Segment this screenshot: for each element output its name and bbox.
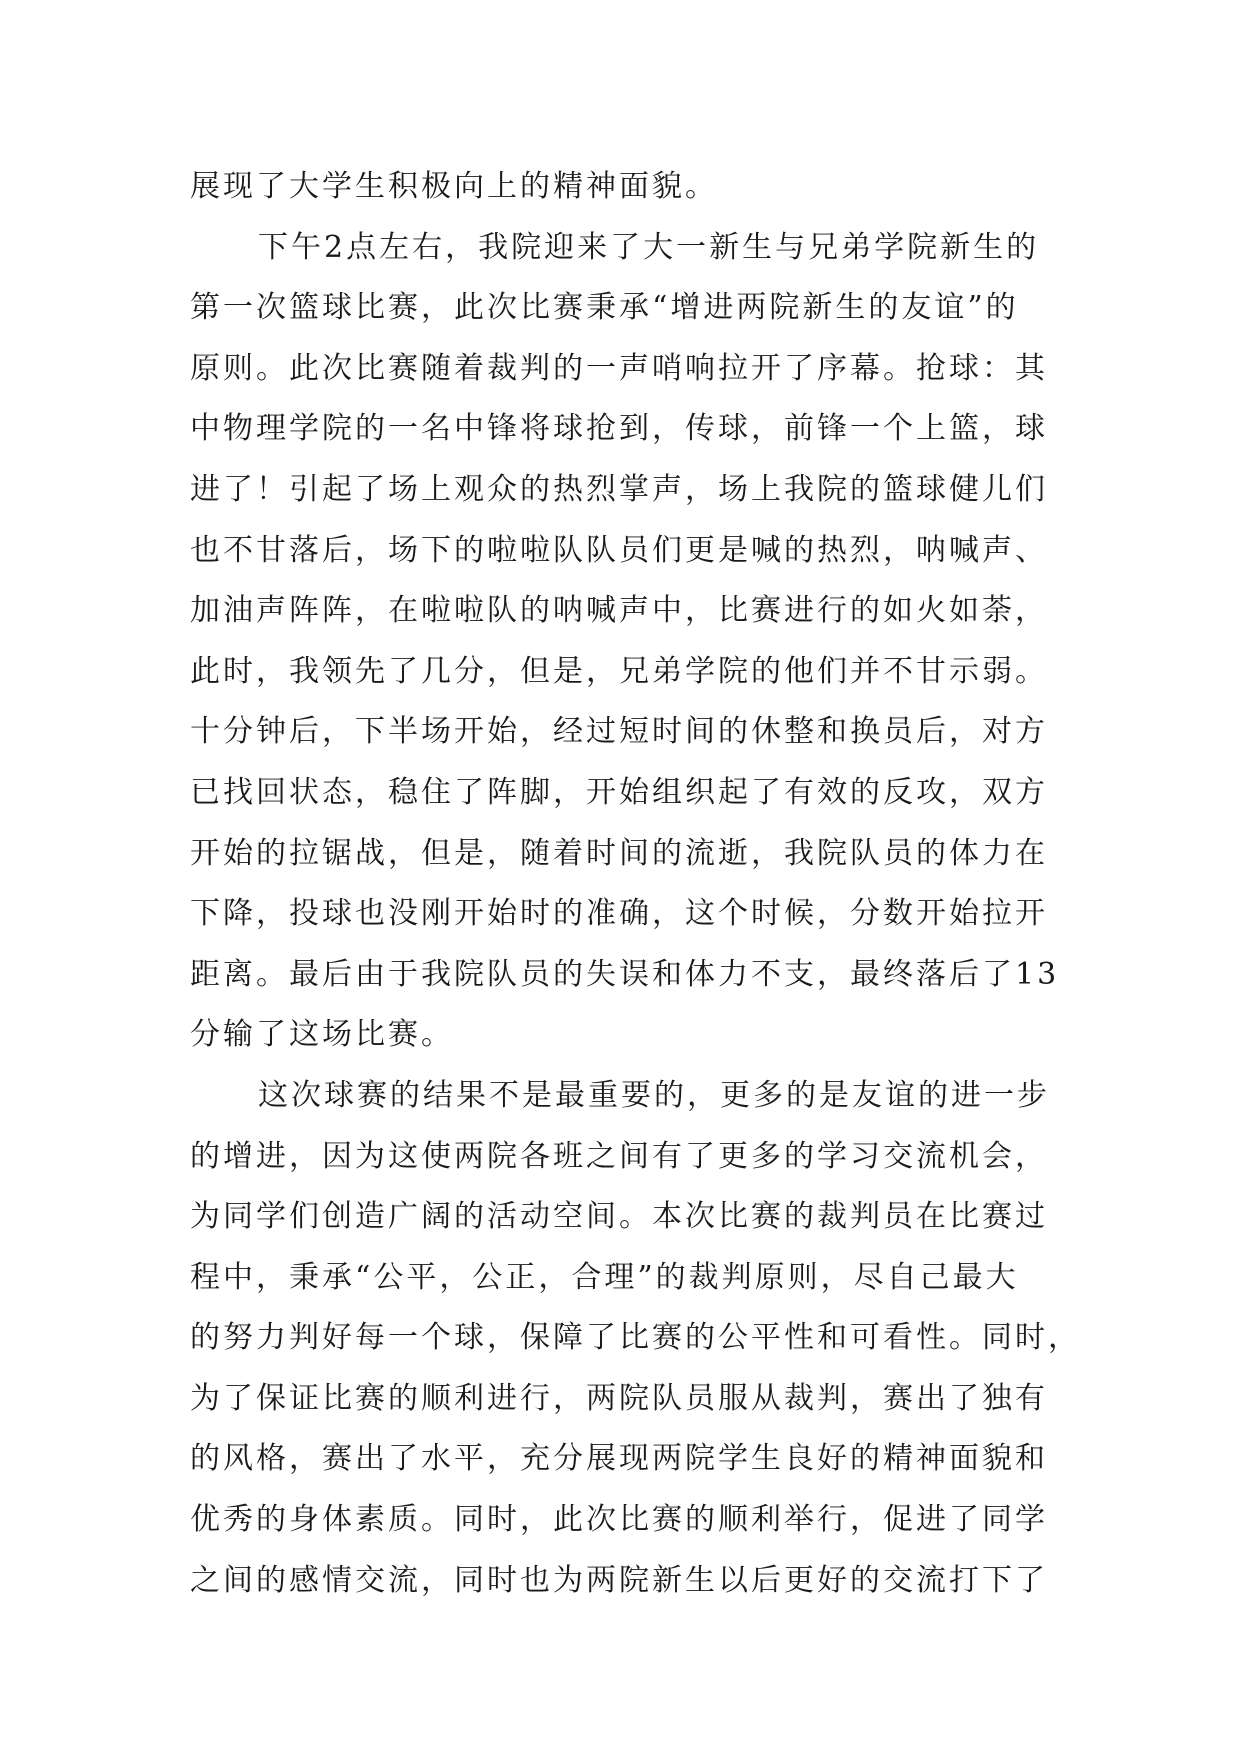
- paragraph: [190, 1066, 1081, 1611]
- text-line: 这次球赛的结果不是最重要的，更多的是友谊的进一步: [258, 1077, 1050, 1113]
- text-line: 下午2点左右，我院迎来了大一新生与兄弟学院新生的: [258, 229, 1040, 265]
- text-line: 十分钟后，下半场开始，经过短时间的休整和换员后，对方: [190, 714, 1048, 750]
- text-line: 的努力判好每一个球，保障了比赛的公平性和可看性。同时，: [190, 1320, 1081, 1356]
- text-line: 加油声阵阵，在啦啦队的呐喊声中，比赛进行的如火如荼，: [190, 593, 1048, 629]
- text-line: 下降，投球也没刚开始时的准确，这个时候，分数开始拉开: [190, 896, 1048, 932]
- text-line: 为同学们创造广阔的活动空间。本次比赛的裁判员在比赛过: [190, 1199, 1048, 1235]
- text-line: 为了保证比赛的顺利进行，两院队员服从裁判，赛出了独有: [190, 1380, 1048, 1416]
- text-line: 进了！引起了场上观众的热烈掌声，场上我院的篮球健儿们: [190, 471, 1048, 507]
- text-line: 第一次篮球比赛，此次比赛秉承“增进两院新生的友谊”的: [190, 290, 1019, 326]
- text-line: 之间的感情交流，同时也为两院新生以后更好的交流打下了: [190, 1562, 1048, 1598]
- text-line: 原则。此次比赛随着裁判的一声哨响拉开了序幕。抢球：其: [190, 350, 1048, 386]
- text-line: 距离。最后由于我院队员的失误和体力不支，最终落后了13: [190, 956, 1060, 992]
- text-line: 优秀的身体素质。同时，此次比赛的顺利举行，促进了同学: [190, 1502, 1048, 1538]
- text-line: 的风格，赛出了水平，充分展现两院学生良好的精神面貌和: [190, 1441, 1048, 1477]
- text-line: 程中，秉承“公平，公正，合理”的裁判原则，尽自己最大: [190, 1259, 1019, 1295]
- text-line: 开始的拉锯战，但是，随着时间的流逝，我院队员的体力在: [190, 835, 1048, 871]
- text-line: 的增进，因为这使两院各班之间有了更多的学习交流机会，: [190, 1138, 1048, 1174]
- text-line: 中物理学院的一名中锋将球抢到，传球，前锋一个上篮，球: [190, 411, 1048, 447]
- document-body: [190, 157, 1081, 1611]
- text-line: 展现了大学生积极向上的精神面貌。: [190, 169, 718, 204]
- paragraph: [190, 157, 1070, 218]
- text-line: 已找回状态，稳住了阵脚，开始组织起了有效的反攻，双方: [190, 774, 1048, 810]
- text-line: 此时，我领先了几分，但是，兄弟学院的他们并不甘示弱。: [190, 653, 1048, 689]
- text-line: 分输了这场比赛。: [190, 1017, 454, 1053]
- paragraph: [190, 218, 1070, 1066]
- text-line: 也不甘落后，场下的啦啦队队员们更是喊的热烈，呐喊声、: [190, 532, 1048, 568]
